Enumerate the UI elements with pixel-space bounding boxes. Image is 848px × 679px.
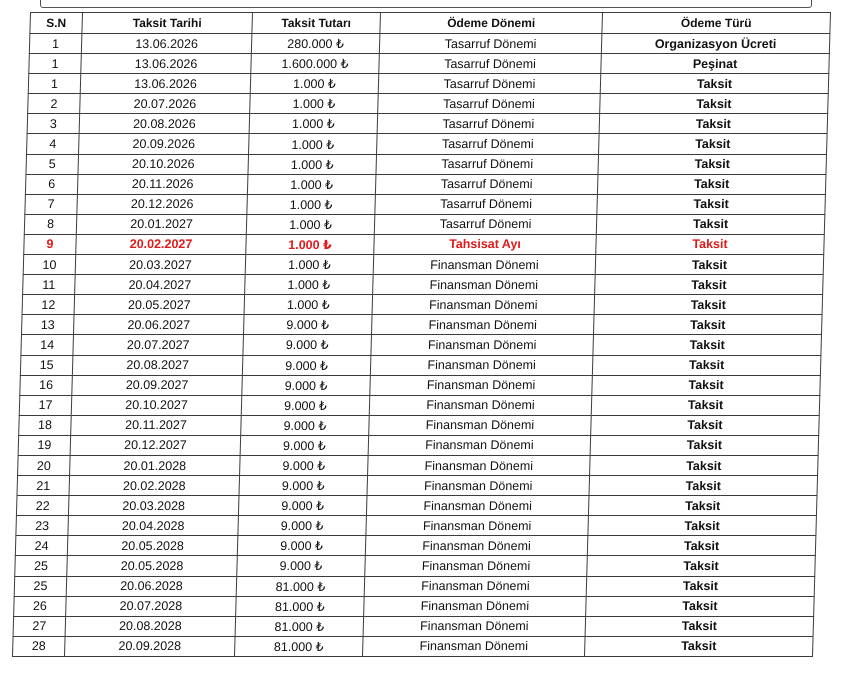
cell-sn: 20 (18, 455, 71, 475)
cell-payment-period: Finansman Dönemi (370, 355, 593, 375)
cell-payment-period: Finansman Dönemi (370, 375, 593, 395)
cell-sn: 1 (29, 54, 82, 74)
cell-payment-period: Finansman Dönemi (367, 476, 590, 496)
cell-payment-period: Finansman Dönemi (366, 516, 589, 536)
cell-installment-amount: 81.000 ₺ (235, 636, 364, 656)
header-installment-amount: Taksit Tutarı (252, 13, 381, 34)
table-row (17, 476, 818, 496)
cell-payment-period: Tasarruf Dönemi (378, 74, 601, 94)
cell-installment-date: 13.06.2026 (81, 34, 252, 54)
table-row (20, 375, 821, 395)
cell-payment-type: Taksit (597, 194, 826, 214)
cell-installment-date: 20.05.2028 (67, 536, 238, 556)
cell-installment-amount: 9.000 ₺ (238, 496, 367, 516)
cell-installment-amount: 1.000 ₺ (245, 255, 374, 275)
cell-payment-type: Taksit (589, 476, 818, 496)
cell-installment-date: 13.06.2026 (81, 54, 252, 74)
cell-installment-date: 20.06.2028 (66, 576, 237, 596)
cell-sn: 3 (27, 114, 80, 134)
cell-payment-type: Taksit (590, 435, 819, 455)
table-row (15, 556, 816, 576)
cell-payment-period: Finansman Dönemi (365, 536, 588, 556)
cell-payment-type: Taksit (592, 355, 821, 375)
table-row (24, 214, 825, 234)
cell-payment-type: Taksit (598, 154, 827, 174)
table-row (27, 114, 828, 134)
cell-installment-date: 20.04.2027 (75, 275, 246, 295)
table-row (24, 234, 825, 254)
cell-payment-period: Finansman Dönemi (371, 315, 594, 335)
table-row (21, 335, 822, 355)
cell-installment-amount: 9.000 ₺ (239, 476, 368, 496)
cell-sn: 10 (23, 255, 76, 275)
cell-installment-amount: 81.000 ₺ (236, 596, 365, 616)
cell-installment-date: 20.07.2028 (66, 596, 237, 616)
cell-installment-date: 20.09.2027 (72, 375, 243, 395)
cell-sn: 18 (19, 415, 72, 435)
cell-payment-type: Taksit (594, 295, 823, 315)
cell-sn: 22 (16, 496, 69, 516)
header-row (30, 13, 831, 34)
table-row (26, 154, 827, 174)
cell-sn: 12 (22, 295, 75, 315)
table-body (13, 34, 830, 657)
cell-payment-type: Taksit (599, 134, 828, 154)
cell-sn: 8 (24, 214, 77, 234)
cell-installment-amount: 81.000 ₺ (236, 576, 365, 596)
cell-payment-period: Tasarruf Dönemi (375, 194, 598, 214)
cell-installment-date: 20.08.2028 (65, 616, 236, 636)
cell-payment-period: Finansman Dönemi (373, 255, 596, 275)
cell-payment-type: Peşinat (601, 54, 830, 74)
cell-installment-amount: 9.000 ₺ (240, 435, 369, 455)
cell-installment-amount: 1.000 ₺ (249, 134, 378, 154)
cell-payment-type: Taksit (592, 375, 821, 395)
cell-sn: 4 (27, 134, 80, 154)
cell-sn: 17 (19, 395, 72, 415)
cell-installment-date: 20.11.2027 (71, 415, 242, 435)
table-row (18, 455, 819, 475)
cell-payment-period: Finansman Dönemi (371, 335, 594, 355)
cell-payment-period: Finansman Dönemi (369, 415, 592, 435)
cell-installment-amount: 9.000 ₺ (243, 315, 372, 335)
cell-installment-date: 20.02.2027 (76, 234, 247, 254)
cell-payment-period: Finansman Dönemi (364, 596, 587, 616)
cell-payment-type: Taksit (595, 275, 824, 295)
cell-installment-date: 20.05.2028 (67, 556, 238, 576)
cell-payment-type: Taksit (588, 516, 817, 536)
cell-payment-period: Finansman Dönemi (364, 576, 587, 596)
cell-installment-date: 20.01.2027 (76, 214, 247, 234)
cell-payment-type: Taksit (588, 496, 817, 516)
table-row (14, 576, 815, 596)
table-row (22, 295, 823, 315)
cell-sn: 5 (26, 154, 79, 174)
cell-sn: 15 (20, 355, 73, 375)
header-sn: S.N (30, 13, 83, 34)
cell-payment-type: Taksit (593, 315, 822, 335)
cell-sn: 16 (20, 375, 73, 395)
cell-payment-period: Tasarruf Dönemi (377, 134, 600, 154)
table-row (19, 395, 820, 415)
cell-installment-date: 20.12.2026 (77, 194, 248, 214)
header-installment-date: Taksit Tarihi (82, 13, 253, 34)
cell-installment-amount: 9.000 ₺ (237, 536, 366, 556)
cell-sn: 1 (28, 74, 81, 94)
cell-sn: 25 (15, 556, 68, 576)
cell-installment-date: 20.03.2028 (68, 496, 239, 516)
cell-installment-date: 13.06.2026 (80, 74, 251, 94)
table-row (16, 496, 817, 516)
cell-payment-period: Tasarruf Dönemi (376, 154, 599, 174)
cell-sn: 7 (25, 194, 78, 214)
cell-installment-amount: 9.000 ₺ (238, 516, 367, 536)
cell-payment-type: Taksit (595, 255, 824, 275)
cell-payment-type: Taksit (596, 214, 825, 234)
cell-installment-date: 20.10.2026 (78, 154, 249, 174)
table-row (28, 74, 829, 94)
table-row (15, 536, 816, 556)
cell-payment-type: Taksit (590, 455, 819, 475)
cell-sn: 9 (24, 234, 77, 254)
table-row (16, 516, 817, 536)
cell-installment-date: 20.02.2028 (69, 476, 240, 496)
cell-installment-date: 20.09.2026 (79, 134, 250, 154)
cell-sn: 2 (28, 94, 81, 114)
cell-installment-amount: 1.000 ₺ (246, 214, 375, 234)
cell-installment-date: 20.07.2027 (73, 335, 244, 355)
table-header (30, 13, 831, 34)
cell-payment-period: Tahsisat Ayı (374, 234, 597, 254)
cell-installment-date: 20.11.2026 (77, 174, 248, 194)
cell-payment-type: Taksit (585, 636, 814, 656)
cell-payment-period: Tasarruf Dönemi (378, 94, 601, 114)
cell-installment-amount: 81.000 ₺ (235, 616, 364, 636)
cell-payment-period: Finansman Dönemi (363, 636, 586, 656)
cell-payment-type: Taksit (587, 536, 816, 556)
cell-payment-period: Tasarruf Dönemi (379, 34, 602, 54)
cell-payment-type: Taksit (591, 395, 820, 415)
cell-installment-amount: 1.000 ₺ (248, 154, 377, 174)
cell-payment-type: Taksit (600, 74, 829, 94)
cell-payment-type: Taksit (585, 616, 814, 636)
cell-installment-date: 20.09.2028 (65, 636, 236, 656)
cell-installment-amount: 1.000 ₺ (247, 174, 376, 194)
cell-payment-type: Taksit (586, 576, 815, 596)
cell-payment-period: Finansman Dönemi (366, 496, 589, 516)
cell-installment-date: 20.04.2028 (68, 516, 239, 536)
table-row (23, 255, 824, 275)
cell-sn: 1 (29, 34, 82, 54)
cell-installment-amount: 9.000 ₺ (243, 335, 372, 355)
table-row (19, 415, 820, 435)
cell-payment-type: Taksit (587, 556, 816, 576)
cell-payment-period: Tasarruf Dönemi (377, 114, 600, 134)
cell-payment-type: Taksit (591, 415, 820, 435)
cell-installment-date: 20.12.2027 (70, 435, 241, 455)
table-row (20, 355, 821, 375)
cell-installment-date: 20.10.2027 (71, 395, 242, 415)
cell-sn: 25 (14, 576, 67, 596)
installment-schedule-table (12, 12, 831, 657)
table-row (25, 174, 826, 194)
cell-installment-date: 20.06.2027 (73, 315, 244, 335)
table-row (14, 596, 815, 616)
cell-installment-date: 20.07.2026 (80, 94, 251, 114)
cell-installment-amount: 1.600.000 ₺ (251, 54, 380, 74)
cell-sn: 27 (13, 616, 66, 636)
cell-payment-type: Taksit (599, 114, 828, 134)
cell-installment-amount: 9.000 ₺ (241, 395, 370, 415)
cell-installment-amount: 9.000 ₺ (240, 455, 369, 475)
cell-installment-amount: 1.000 ₺ (250, 94, 379, 114)
cell-installment-amount: 280.000 ₺ (251, 34, 380, 54)
cell-sn: 14 (21, 335, 74, 355)
cell-sn: 11 (23, 275, 76, 295)
cell-payment-period: Tasarruf Dönemi (375, 174, 598, 194)
cell-sn: 19 (18, 435, 71, 455)
table-row (27, 134, 828, 154)
cell-sn: 21 (17, 476, 70, 496)
cell-payment-period: Finansman Dönemi (368, 455, 591, 475)
cell-installment-date: 20.08.2026 (79, 114, 250, 134)
cell-sn: 24 (15, 536, 68, 556)
cell-sn: 28 (13, 636, 66, 656)
table-row (28, 94, 829, 114)
cell-payment-period: Finansman Dönemi (372, 295, 595, 315)
cell-payment-type: Taksit (596, 234, 825, 254)
table-row (18, 435, 819, 455)
table-row (13, 616, 814, 636)
cell-installment-amount: 1.000 ₺ (247, 194, 376, 214)
header-payment-type: Ödeme Türü (602, 13, 831, 34)
cell-payment-period: Tasarruf Dönemi (374, 214, 597, 234)
cell-payment-period: Finansman Dönemi (363, 616, 586, 636)
table-row (21, 315, 822, 335)
table-row (13, 636, 814, 656)
cell-payment-period: Finansman Dönemi (369, 395, 592, 415)
cell-installment-date: 20.01.2028 (70, 455, 241, 475)
cell-payment-period: Finansman Dönemi (373, 275, 596, 295)
cell-installment-amount: 9.000 ₺ (237, 556, 366, 576)
cell-payment-type: Taksit (600, 94, 829, 114)
cell-installment-amount: 9.000 ₺ (242, 375, 371, 395)
top-frame-border (40, 0, 812, 8)
cell-sn: 26 (14, 596, 67, 616)
table-row (29, 34, 830, 54)
cell-payment-type: Taksit (593, 335, 822, 355)
cell-installment-amount: 9.000 ₺ (241, 415, 370, 435)
cell-payment-period: Tasarruf Dönemi (379, 54, 602, 74)
table-row (25, 194, 826, 214)
header-payment-period: Ödeme Dönemi (380, 13, 603, 34)
cell-installment-amount: 1.000 ₺ (249, 114, 378, 134)
table-row (23, 275, 824, 295)
cell-installment-date: 20.03.2027 (75, 255, 246, 275)
cell-installment-date: 20.05.2027 (74, 295, 245, 315)
cell-installment-amount: 1.000 ₺ (244, 295, 373, 315)
cell-payment-period: Finansman Dönemi (365, 556, 588, 576)
cell-installment-amount: 1.000 ₺ (250, 74, 379, 94)
cell-installment-amount: 1.000 ₺ (246, 234, 375, 254)
cell-sn: 13 (21, 315, 74, 335)
cell-installment-amount: 1.000 ₺ (245, 275, 374, 295)
table-row (29, 54, 830, 74)
cell-payment-period: Finansman Dönemi (368, 435, 591, 455)
cell-sn: 6 (25, 174, 78, 194)
cell-payment-type: Taksit (586, 596, 815, 616)
cell-installment-date: 20.08.2027 (72, 355, 243, 375)
cell-sn: 23 (16, 516, 69, 536)
cell-payment-type: Taksit (597, 174, 826, 194)
cell-installment-amount: 9.000 ₺ (242, 355, 371, 375)
cell-payment-type: Organizasyon Ücreti (601, 34, 830, 54)
